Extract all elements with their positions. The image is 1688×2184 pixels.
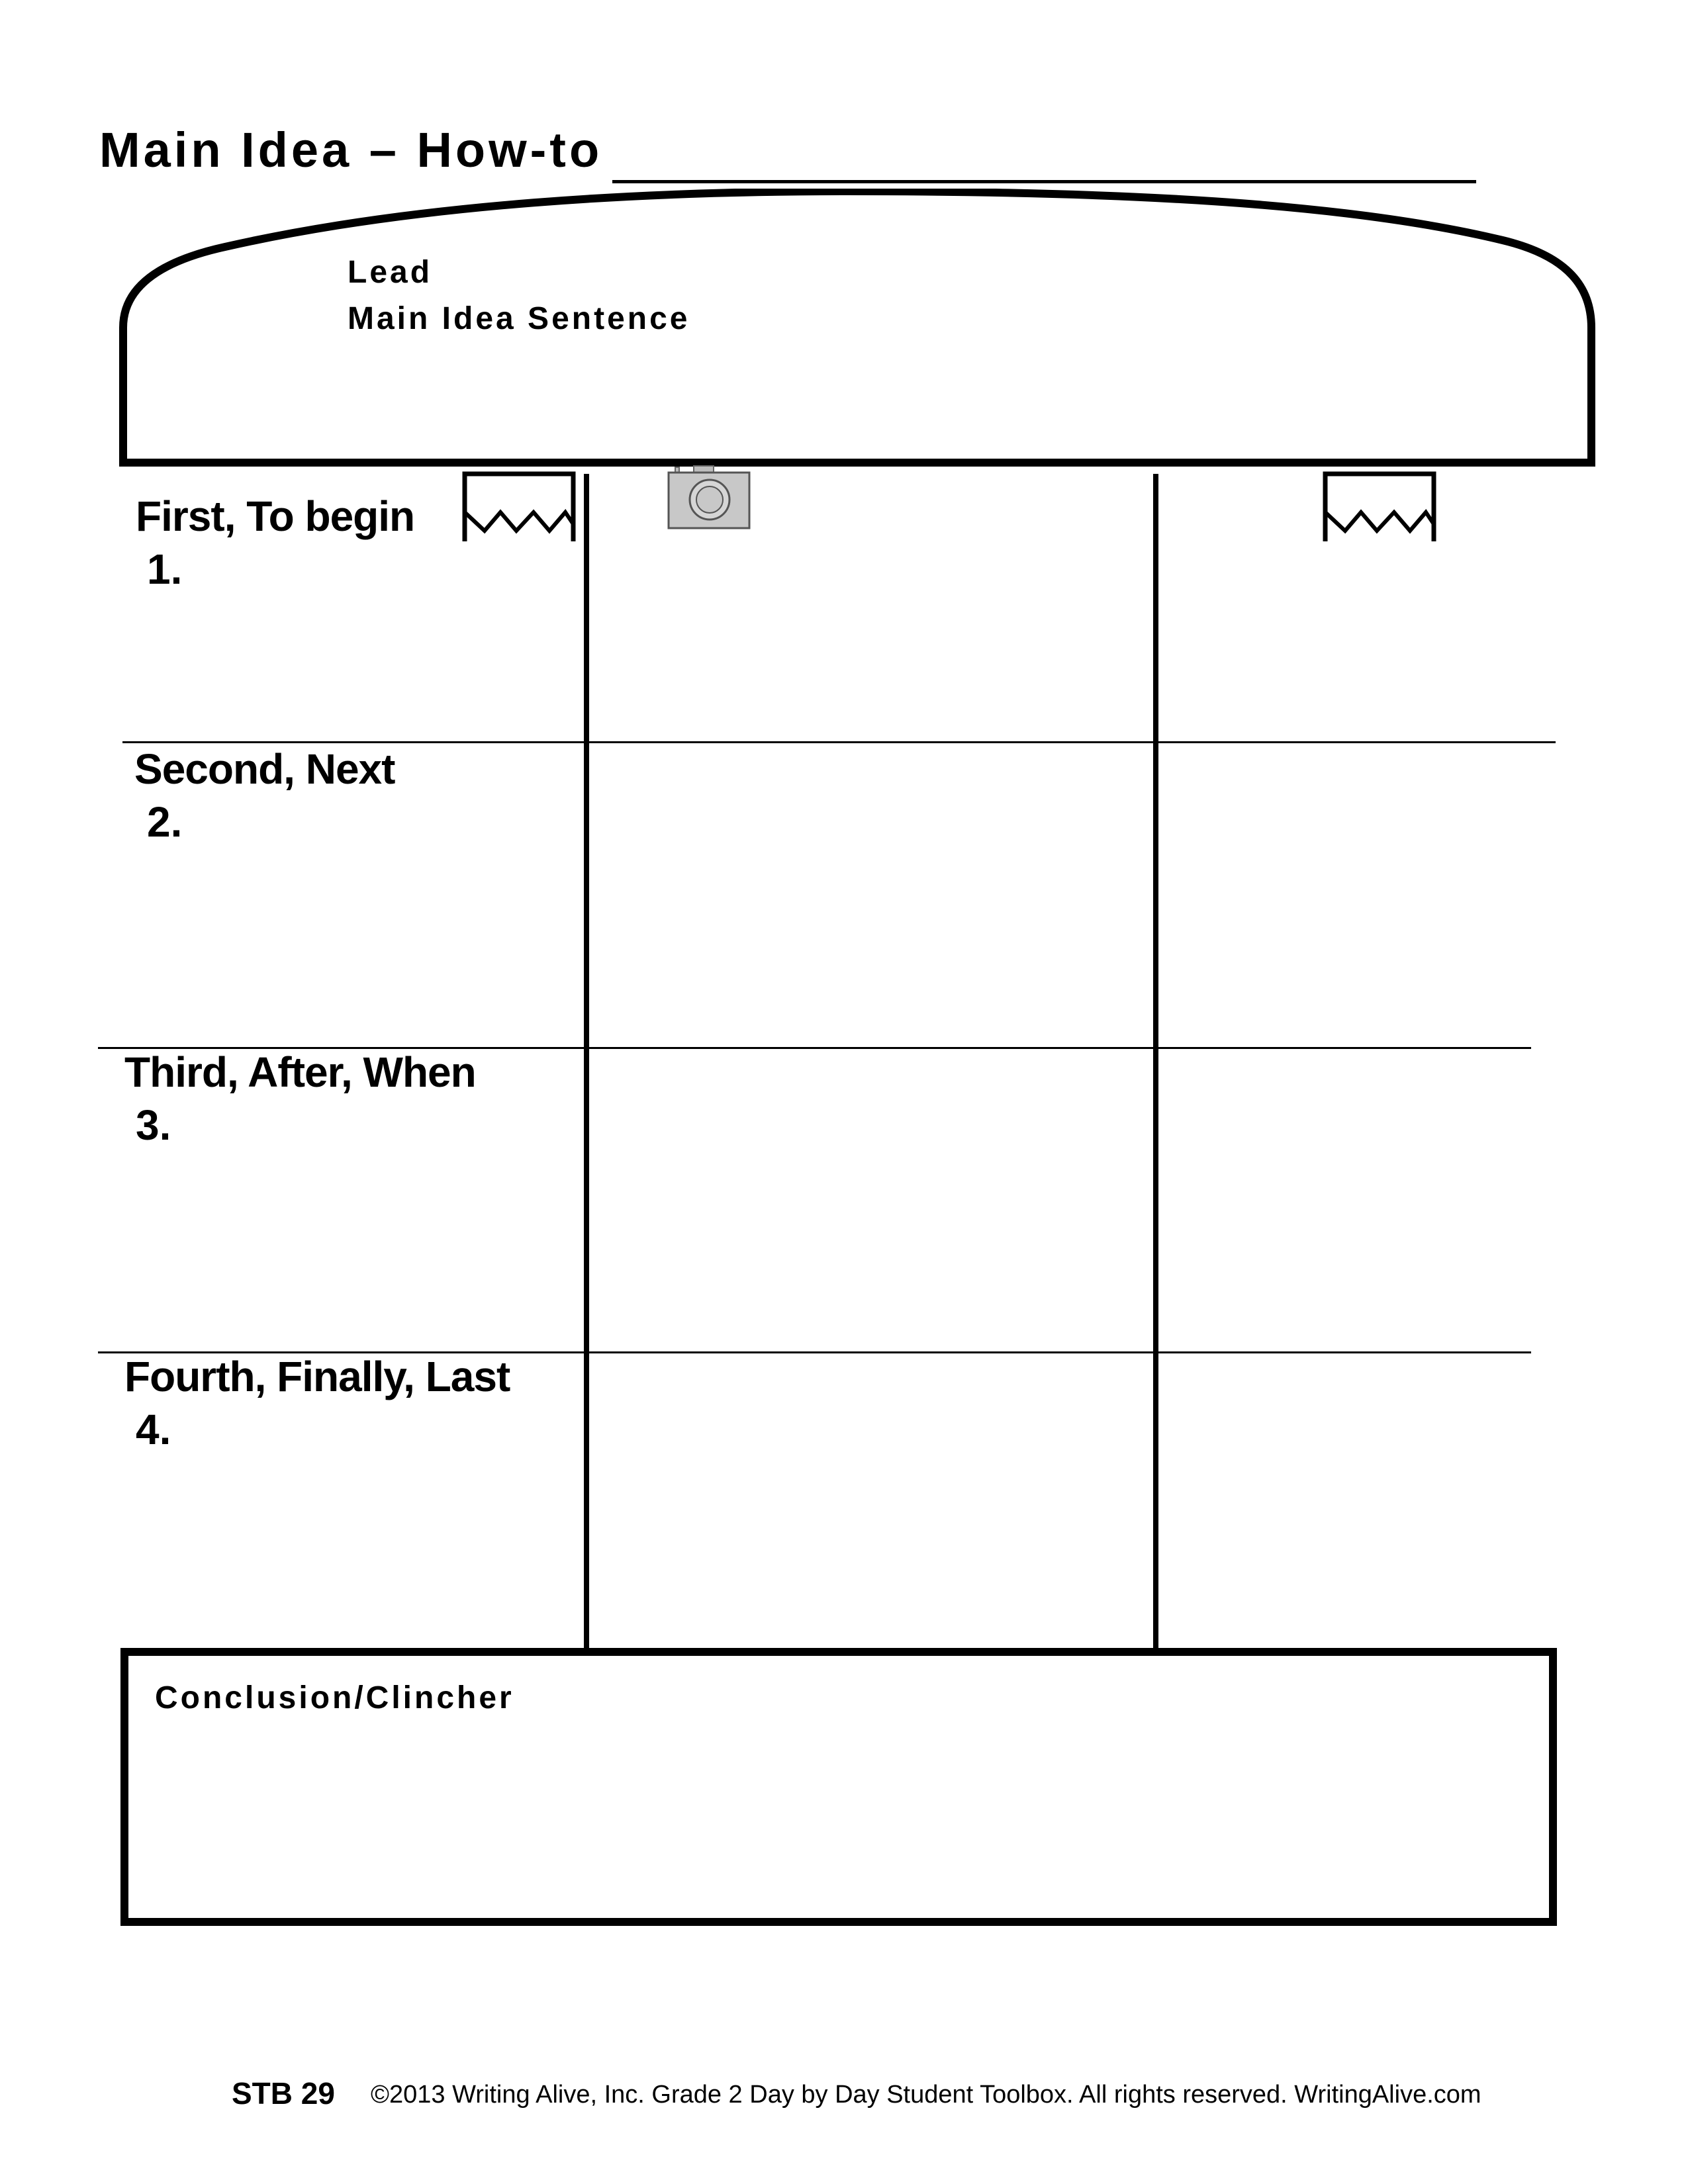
page-title: Main Idea – How-to	[99, 122, 603, 177]
row-number-3: 3.	[136, 1101, 171, 1149]
footer	[232, 2076, 1481, 2118]
lead-box	[119, 189, 1595, 467]
row-heading-fourth: Fourth, Finally, Last	[124, 1353, 510, 1400]
camera-icon	[666, 463, 752, 531]
column-divider-left	[584, 474, 589, 1649]
footer-page-code: STB 29	[232, 2076, 335, 2111]
conclusion-label: Conclusion/Clincher	[155, 1680, 514, 1715]
column-divider-right	[1153, 474, 1158, 1649]
row-heading-second: Second, Next	[134, 745, 395, 793]
row-heading-first: First, To begin	[136, 492, 415, 540]
row-number-2: 2.	[147, 798, 183, 846]
lead-label: Lead	[348, 255, 433, 290]
row-number-1: 1.	[147, 545, 183, 593]
row-number-4: 4.	[136, 1406, 171, 1453]
title-area	[99, 122, 1476, 185]
row-heading-third: Third, After, When	[124, 1048, 476, 1096]
lead-box-outline	[119, 189, 1595, 467]
zigzag-mouth-icon	[1323, 471, 1436, 543]
title-underline	[612, 180, 1476, 183]
main-idea-sentence-label: Main Idea Sentence	[348, 301, 690, 336]
conclusion-box	[120, 1648, 1557, 1926]
footer-copyright: ©2013 Writing Alive, Inc. Grade 2 Day by Day Student Toolbox. All rights reserved. WritingAlive.com	[371, 2081, 1481, 2109]
row-divider-1	[122, 741, 1556, 743]
zigzag-mouth-icon	[462, 471, 576, 543]
